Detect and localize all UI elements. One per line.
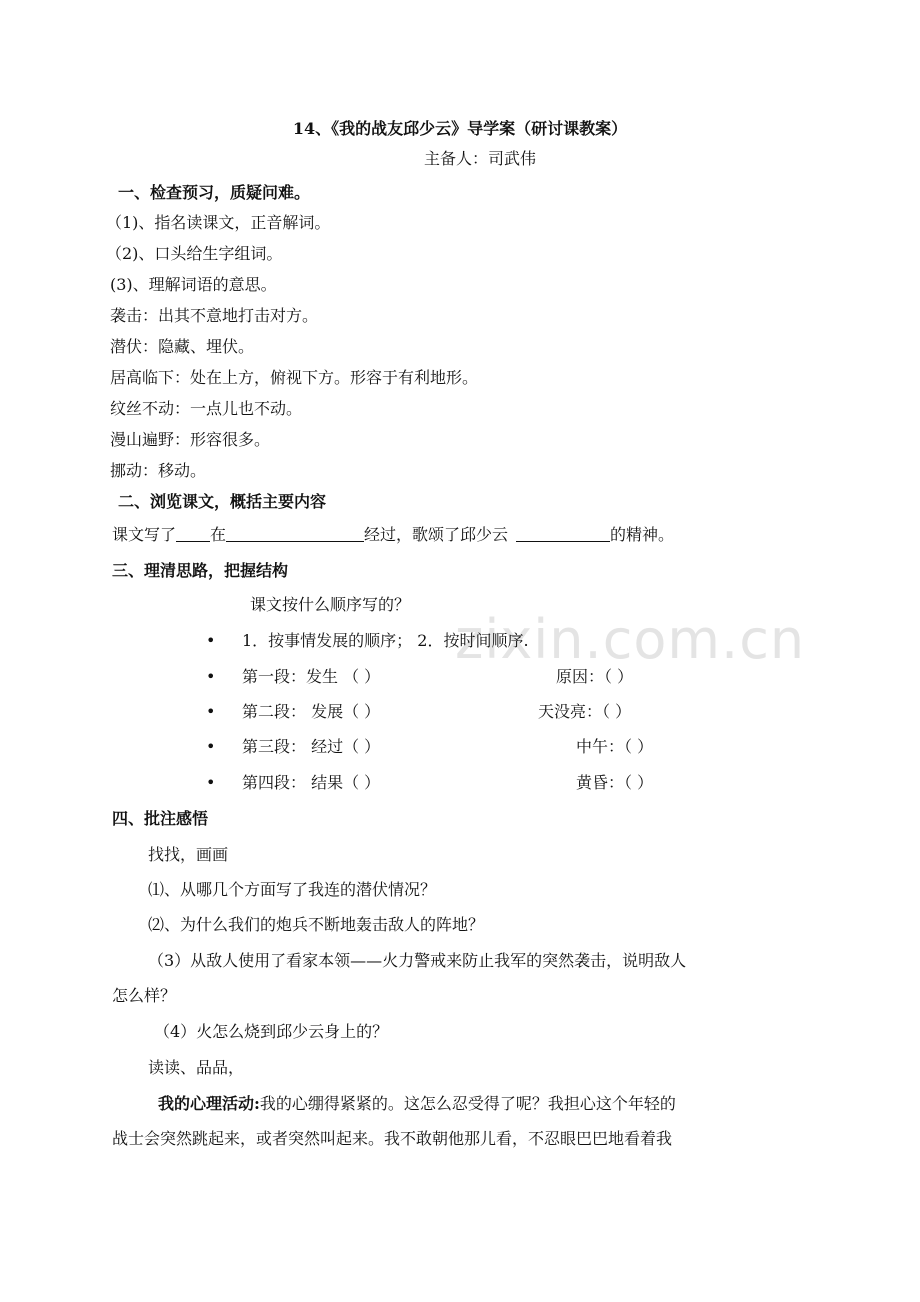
paragraph-row-3-right: 中午：（ ） bbox=[576, 737, 654, 756]
paragraph-row-2-left: 第二段： 发展（ ） bbox=[242, 702, 381, 721]
section4-sub2: 读读、品品， bbox=[148, 1058, 245, 1077]
section4-heading: 四、批注感悟 bbox=[112, 809, 209, 828]
paragraph-row-4-left: 第四段： 结果（ ） bbox=[242, 773, 381, 792]
section1-item-3: (3)、理解词语的意思。 bbox=[110, 275, 277, 294]
paragraph-row-1-left: 第一段：发生 （ ） bbox=[242, 667, 381, 686]
paragraph-row-2-right: 天没亮：（ ） bbox=[538, 702, 632, 721]
fill-blank-1 bbox=[176, 525, 210, 542]
fill-text-2: 在 bbox=[210, 525, 227, 544]
psych-text-1: 我的心绷得紧紧的。这怎么忍受得了呢？我担心这个年轻的 bbox=[259, 1094, 676, 1113]
psych-line2: 战士会突然跳起来，或者突然叫起来。我不敢朝他那儿看，不忍眼巴巴地看着我 bbox=[112, 1129, 673, 1148]
question-4: （4）火怎么烧到邱少云身上的？ bbox=[154, 1022, 389, 1041]
section1-item-1: （1)、指名读课文，正音解词。 bbox=[106, 213, 331, 232]
question-3-line2: 怎么样？ bbox=[112, 986, 177, 1005]
question-2: ⑵、为什么我们的炮兵不断地轰击敌人的阵地？ bbox=[148, 915, 485, 934]
paragraph-row-3-left: 第三段： 经过（ ） bbox=[242, 737, 381, 756]
psych-line1 bbox=[158, 1093, 676, 1115]
document-title: 14、《我的战友邱少云》导学案（研讨课教案） bbox=[292, 119, 628, 138]
bullet: • bbox=[206, 702, 216, 721]
paragraph-row-1-right: 原因：（ ） bbox=[556, 667, 634, 686]
author-line: 主备人：司武伟 bbox=[423, 149, 536, 168]
definition-2: 潜伏：隐藏、埋伏。 bbox=[110, 337, 255, 356]
definition-5: 漫山遍野：形容很多。 bbox=[110, 430, 271, 449]
fill-text-4: 的精神。 bbox=[610, 525, 675, 544]
psych-label: 我的心理活动: bbox=[158, 1094, 260, 1113]
definition-6: 挪动：移动。 bbox=[110, 461, 207, 480]
section1-heading: 一、检查预习，质疑问难。 bbox=[118, 183, 311, 202]
section3-heading: 三、理清思路，把握结构 bbox=[112, 561, 289, 580]
paragraph-row-4-right: 黄昏：（ ） bbox=[576, 773, 654, 792]
order-options: 1．按事情发展的顺序； 2．按时间顺序. bbox=[242, 631, 529, 650]
section4-sub1: 找找，画画 bbox=[148, 845, 229, 864]
bullet: • bbox=[206, 631, 216, 650]
order-question: 课文按什么顺序写的？ bbox=[250, 595, 411, 614]
section2-heading: 二、浏览课文，概括主要内容 bbox=[118, 492, 327, 511]
definition-4: 纹丝不动：一点儿也不动。 bbox=[110, 399, 303, 418]
bullet: • bbox=[206, 737, 216, 756]
definition-1: 袭击：出其不意地打击对方。 bbox=[110, 306, 319, 325]
fill-text-1: 课文写了 bbox=[112, 525, 177, 544]
fill-text-3: 经过，歌颂了邱少云 bbox=[364, 525, 509, 544]
fill-blank-2 bbox=[226, 525, 364, 542]
watermark: zixin.com.cn bbox=[455, 608, 806, 671]
section1-item-2: （2)、口头给生字组词。 bbox=[106, 244, 283, 263]
question-3-line1: （3）从敌人使用了看家本领——火力警戒来防止我军的突然袭击，说明敌人 bbox=[148, 951, 687, 970]
question-1: ⑴、从哪几个方面写了我连的潜伏情况？ bbox=[148, 880, 437, 899]
summary-fill-line bbox=[112, 524, 674, 546]
bullet: • bbox=[206, 667, 216, 686]
fill-blank-3 bbox=[516, 525, 610, 542]
bullet: • bbox=[206, 773, 216, 792]
definition-3: 居高临下：处在上方，俯视下方。形容于有利地形。 bbox=[110, 368, 479, 387]
